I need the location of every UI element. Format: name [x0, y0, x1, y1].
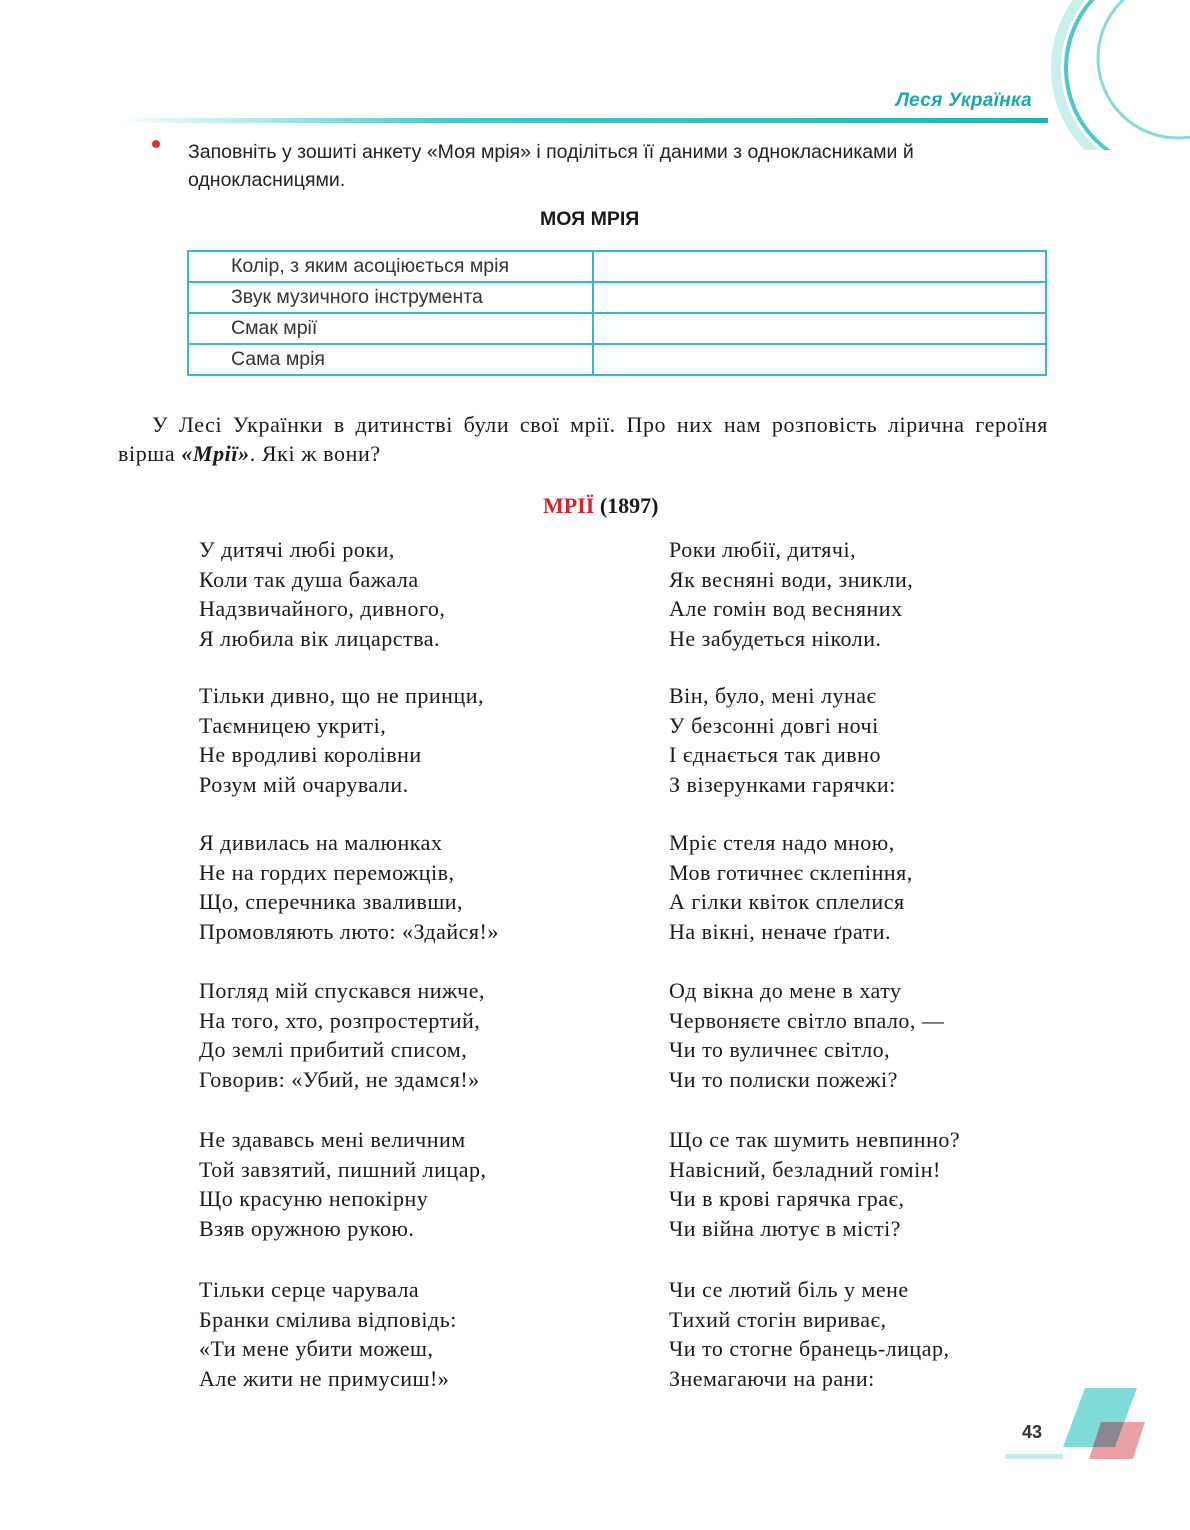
poem-line: Я дивилась на малюнках [199, 830, 443, 855]
stanza [669, 681, 896, 799]
poem-line: Чи то вуличнеє світло, [669, 1037, 891, 1063]
poem-title-text: МРІЇ [543, 493, 595, 518]
poem-line: Не забудеться ніколи. [669, 625, 882, 651]
poem-line: Не вродливі королівни [199, 742, 422, 768]
survey-row [188, 282, 1046, 313]
stanza [669, 1275, 949, 1393]
survey-row-label: Звук музичного інструмента [188, 282, 593, 313]
poem-line: Роки любії, дитячі, [669, 537, 857, 562]
stanza [199, 1275, 457, 1393]
poem-line: Він, було, мені лунає [669, 683, 877, 708]
poem-line: Коли так душа бажала [199, 566, 419, 592]
stanza [669, 828, 913, 946]
poem-line: Говорив: «Убий, не здамся!» [199, 1066, 480, 1092]
poem-line: Тільки серце чарувала [199, 1277, 420, 1302]
survey-title: МОЯ МРІЯ [540, 208, 640, 230]
poem-line: Чи то стогне бранець-лицар, [669, 1336, 950, 1362]
poem-line: І єднається так дивно [669, 742, 881, 768]
poem-line: Чи в крові гарячка грає, [669, 1186, 905, 1212]
poem-title [543, 493, 658, 519]
poem-line: Той завзятий, пишний лицар, [199, 1156, 487, 1182]
stanza [199, 828, 499, 946]
poem-line: «Ти мене убити можеш, [199, 1336, 434, 1362]
poem-line: Мов готичнеє склепіння, [669, 859, 913, 885]
poem-line: Я любила вік лицарства. [199, 625, 441, 651]
intro-text-before: У Лесі Українки в дитинстві були свої мрії. Про них нам розповість лірична героїня вірша [118, 412, 1048, 466]
poem-line: З візерунками гарячки: [669, 771, 896, 797]
stanza [199, 535, 445, 653]
poem-year: (1897) [599, 493, 659, 518]
poem-line: У дитячі любі роки, [199, 537, 395, 562]
header-rule [118, 118, 1048, 123]
survey-row-value [593, 344, 1046, 375]
poem-line: Взяв оружною рукою. [199, 1215, 415, 1241]
poem-line: Мріє стеля надо мною, [669, 830, 895, 855]
poem-line: Що красуню непокірну [199, 1186, 429, 1212]
poem-line: Таємницею укриті, [199, 712, 387, 738]
poem-line: Промовляють люто: «Здайся!» [199, 918, 499, 944]
stanza [669, 535, 913, 653]
stanza [199, 976, 485, 1094]
survey-row-label: Сама мрія [188, 344, 593, 375]
intro-text-after: . Які ж вони? [249, 441, 381, 466]
page-number: 43 [1022, 1422, 1043, 1442]
task-instruction: Заповніть у зошиті анкету «Моя мрія» і поділіться її даними з однокласниками й однокласницями. [188, 141, 914, 191]
poem-line: Але жити не примусиш!» [199, 1365, 450, 1391]
stanza [199, 1125, 486, 1243]
poem-line: Не на гордих переможців, [199, 859, 455, 885]
poem-line: Чи війна лютує в місті? [669, 1215, 901, 1241]
survey-row [188, 313, 1046, 344]
poem-line: Що се так шумить невпинно? [669, 1127, 961, 1152]
poem-reference: «Мрії» [181, 441, 250, 466]
poem-line: Розум мій очарували. [199, 771, 409, 797]
survey-row-value [593, 282, 1046, 313]
poem-line: Погляд мій спускався нижче, [199, 978, 485, 1003]
poem-line: Як весняні води, зникли, [669, 566, 914, 592]
stanza [669, 976, 944, 1094]
survey-row-label: Колір, з яким асоціюється мрія [188, 251, 593, 282]
poem-line: Од вікна до мене в хату [669, 978, 902, 1003]
poem-line: Надзвичайного, дивного, [199, 596, 446, 622]
running-header: Леся Українка [895, 90, 1032, 111]
bullet-icon [152, 140, 160, 148]
poem-line: Що, сперечника зваливши, [199, 889, 464, 915]
survey-row [188, 344, 1046, 375]
poem-line: Тихий стогін вириває, [669, 1306, 887, 1332]
decorative-circles [1020, 0, 1190, 150]
poem-line: Чи то полиски пожежі? [669, 1066, 898, 1092]
poem-line: А гілки квіток сплелися [669, 889, 905, 915]
survey-row [188, 251, 1046, 282]
poem-line: Але гомін вод весняних [669, 596, 903, 622]
intro-paragraph [118, 410, 1048, 468]
poem-line: У безсонні довгі ночі [669, 712, 879, 738]
survey-row-value [593, 313, 1046, 344]
poem-line: До землі прибитий списом, [199, 1037, 468, 1063]
poem-line: Знемагаючи на рани: [669, 1365, 875, 1391]
poem-line: На того, хто, розпростертий, [199, 1007, 481, 1033]
stanza [669, 1125, 960, 1243]
survey-table [187, 250, 1047, 376]
poem-line: Тільки дивно, що не принци, [199, 683, 484, 708]
poem-line: Не здававсь мені величним [199, 1127, 466, 1152]
stanza [199, 681, 484, 799]
poem-line: На вікні, неначе ґрати. [669, 918, 892, 944]
survey-row-value [593, 251, 1046, 282]
poem-line: Навісний, безладний гомін! [669, 1156, 941, 1182]
poem-line: Чи се лютий біль у мене [669, 1277, 909, 1302]
survey-row-label: Смак мрії [188, 313, 593, 344]
poem-line: Бранки смілива відповідь: [199, 1306, 457, 1332]
poem-line: Червоняєте світло впало, — [669, 1007, 945, 1033]
